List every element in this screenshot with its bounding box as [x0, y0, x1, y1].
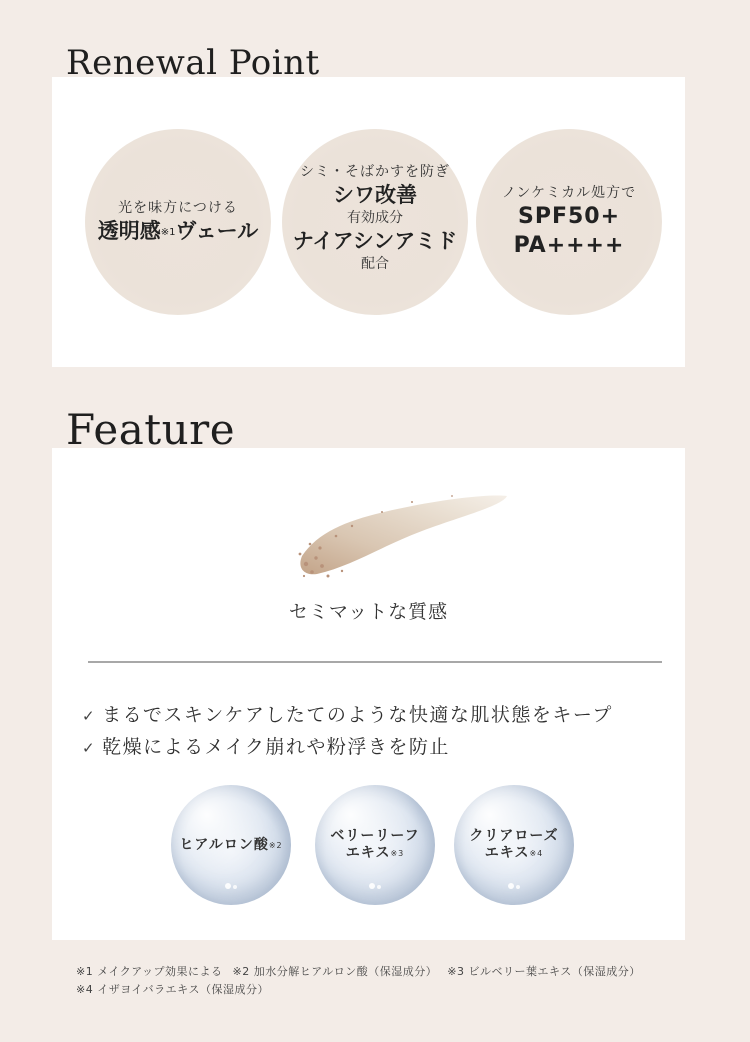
circle-3-spf: SPF50+ — [517, 204, 621, 229]
orb-2-label-line1: ベリーリーフ — [330, 828, 420, 844]
feature-bullet-text: 乾燥によるメイク崩れや粉浮きを防止 — [102, 736, 450, 758]
feature-bullet-text: まるでスキンケアしたてのような快適な肌状態をキープ — [102, 704, 613, 726]
footnotes — [76, 963, 651, 999]
feature-bullet — [82, 732, 450, 759]
bubble-icon — [504, 881, 524, 891]
check-icon: ✓ — [82, 707, 97, 725]
orb-3-label-line1: クリアローズ — [469, 828, 559, 844]
check-icon: ✓ — [82, 739, 97, 757]
circle-2-lead: シミ・そばかすを防ぎ — [300, 164, 450, 180]
renewal-point-title: Renewal Point — [66, 43, 320, 83]
circle-2-headline: シワ改善 — [333, 183, 417, 207]
circle-3-pa: PA++++ — [513, 233, 625, 258]
footnote: ※1 メイクアップ効果による — [76, 965, 223, 978]
spf-circle — [476, 129, 662, 315]
powder-swatch-image — [292, 486, 512, 586]
circle-2-mid: 有効成分 — [347, 210, 403, 226]
feature-bullet — [82, 700, 613, 727]
circle-1-lead: 光を味方につける — [118, 200, 238, 216]
divider — [88, 661, 662, 663]
transparency-veil-circle — [85, 129, 271, 315]
orb-3-label-line2: エキス$^{※4}$ — [484, 845, 544, 861]
bubble-icon — [365, 881, 385, 891]
orb-1-label: ヒアルロン酸$^{※2}$ — [179, 836, 283, 853]
wrinkle-improvement-circle — [282, 129, 468, 315]
hyaluronic-acid-orb — [171, 785, 291, 905]
feature-title: Feature — [66, 405, 236, 454]
orb-2-label-line2: エキス$^{※3}$ — [345, 845, 405, 861]
circle-1-headline: 透明感$^{※1}$ヴェール — [97, 219, 259, 243]
clear-rose-extract-orb — [454, 785, 574, 905]
circle-2-ingredient: ナイアシンアミド — [292, 229, 458, 253]
bubble-icon — [221, 881, 241, 891]
circle-3-lead: ノンケミカル処方で — [501, 185, 637, 201]
renewal-point-panel — [52, 77, 685, 367]
circle-2-tail: 配合 — [361, 256, 389, 272]
footnote-line-2 — [76, 981, 651, 999]
feature-panel — [52, 448, 685, 940]
footnote: ※2 加水分解ヒアルロン酸（保湿成分） — [232, 965, 438, 978]
footnote: ※3 ビルベリー葉エキス（保湿成分） — [447, 965, 641, 978]
texture-caption: セミマットな質感 — [288, 601, 449, 623]
footnote: ※4 イザヨイバラエキス（保湿成分） — [76, 983, 269, 996]
berry-leaf-extract-orb — [315, 785, 435, 905]
footnote-line-1 — [76, 963, 651, 981]
